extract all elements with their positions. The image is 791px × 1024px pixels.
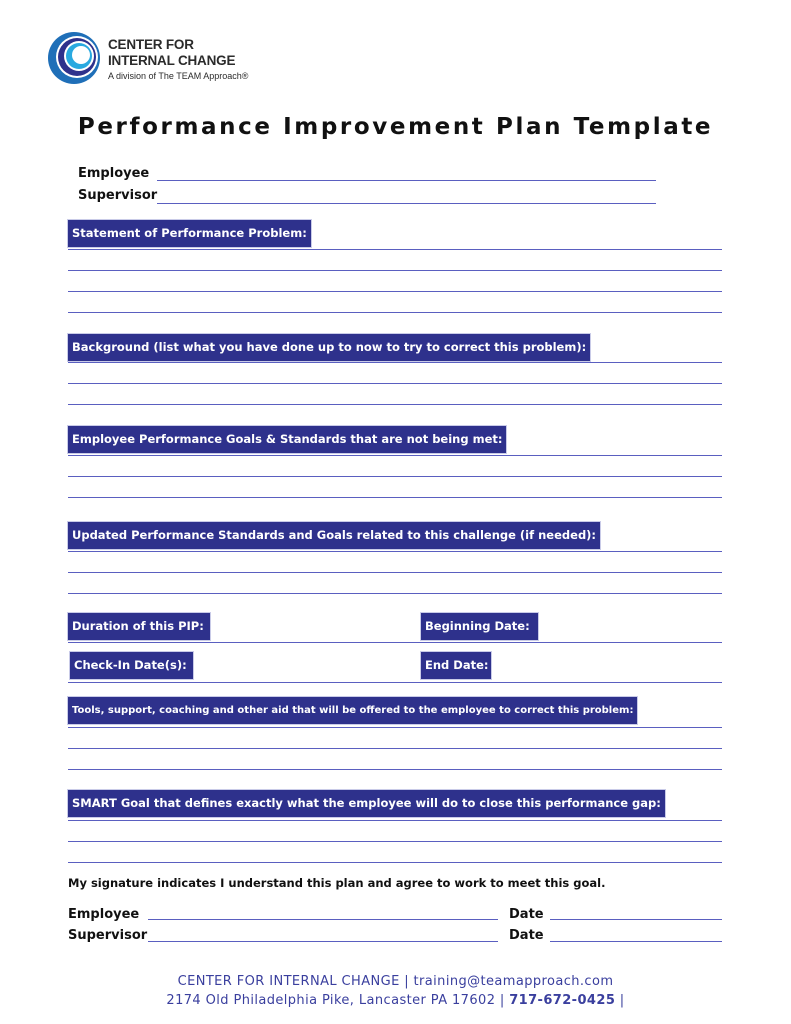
goals-line[interactable] [68, 497, 722, 498]
footer-phone: 717-672-0425 [509, 993, 616, 1008]
smart-goal-header: SMART Goal that defines exactly what the employee will do to close this performance gap: [68, 790, 665, 817]
employee-signature-field[interactable] [148, 919, 498, 920]
check-in-line[interactable] [68, 682, 722, 683]
statement-header: Statement of Performance Problem: [68, 220, 311, 247]
smart-line[interactable] [68, 862, 722, 863]
footer-trail: | [615, 993, 625, 1008]
sig-employee-label: Employee [68, 907, 140, 922]
background-line[interactable] [68, 404, 722, 405]
check-in-header: Check-In Date(s): [70, 652, 193, 679]
supervisor-signature-field[interactable] [148, 941, 498, 942]
footer-line-1: CENTER FOR INTERNAL CHANGE | training@teamapproach.com [177, 974, 614, 989]
goals-line[interactable] [68, 476, 722, 477]
duration-line[interactable] [68, 642, 722, 643]
background-line[interactable] [68, 383, 722, 384]
supervisor-label: Supervisor [78, 188, 158, 203]
sig-supervisor-label: Supervisor [68, 928, 148, 943]
employee-date-label: Date [509, 907, 544, 922]
statement-line[interactable] [68, 291, 722, 292]
background-header: Background (list what you have done up to now to try to correct this problem): [68, 334, 590, 361]
tools-line[interactable] [68, 727, 722, 728]
smart-line[interactable] [68, 820, 722, 821]
smart-line[interactable] [68, 841, 722, 842]
footer-address: 2174 Old Philadelphia Pike, Lancaster PA 17602 | [166, 993, 510, 1008]
updated-line[interactable] [68, 593, 722, 594]
statement-line[interactable] [68, 312, 722, 313]
statement-line[interactable] [68, 249, 722, 250]
updated-line[interactable] [68, 572, 722, 573]
logo-line-1: CENTER FOR [108, 37, 194, 52]
footer-line-2 [0, 991, 791, 1010]
signature-statement: My signature indicates I understand this plan and agree to work to meet this goal. [68, 876, 606, 890]
end-date-header: End Date: [421, 652, 491, 679]
tools-line[interactable] [68, 748, 722, 749]
page-title: Performance Improvement Plan Template [77, 114, 714, 140]
beginning-date-header: Beginning Date: [421, 613, 538, 640]
employee-label: Employee [78, 166, 150, 181]
logo [46, 30, 102, 86]
background-line[interactable] [68, 362, 722, 363]
employee-field[interactable] [157, 180, 656, 181]
updated-standards-header: Updated Performance Standards and Goals related to this challenge (if needed): [68, 522, 600, 549]
logo-line-2: INTERNAL CHANGE [108, 53, 236, 68]
statement-line[interactable] [68, 270, 722, 271]
tools-line[interactable] [68, 769, 722, 770]
updated-line[interactable] [68, 551, 722, 552]
goals-line[interactable] [68, 455, 722, 456]
logo-tagline: A division of The TEAM Approach® [108, 71, 249, 81]
goals-not-met-header: Employee Performance Goals & Standards that are not being met: [68, 426, 506, 453]
tools-header: Tools, support, coaching and other aid that will be offered to the employee to correct this problem: [68, 697, 637, 724]
employee-date-field[interactable] [550, 919, 722, 920]
logo-swirl-icon [46, 30, 102, 86]
supervisor-date-field[interactable] [550, 941, 722, 942]
supervisor-field[interactable] [157, 203, 656, 204]
supervisor-date-label: Date [509, 928, 544, 943]
duration-header: Duration of this PIP: [68, 613, 210, 640]
footer [0, 972, 791, 1010]
